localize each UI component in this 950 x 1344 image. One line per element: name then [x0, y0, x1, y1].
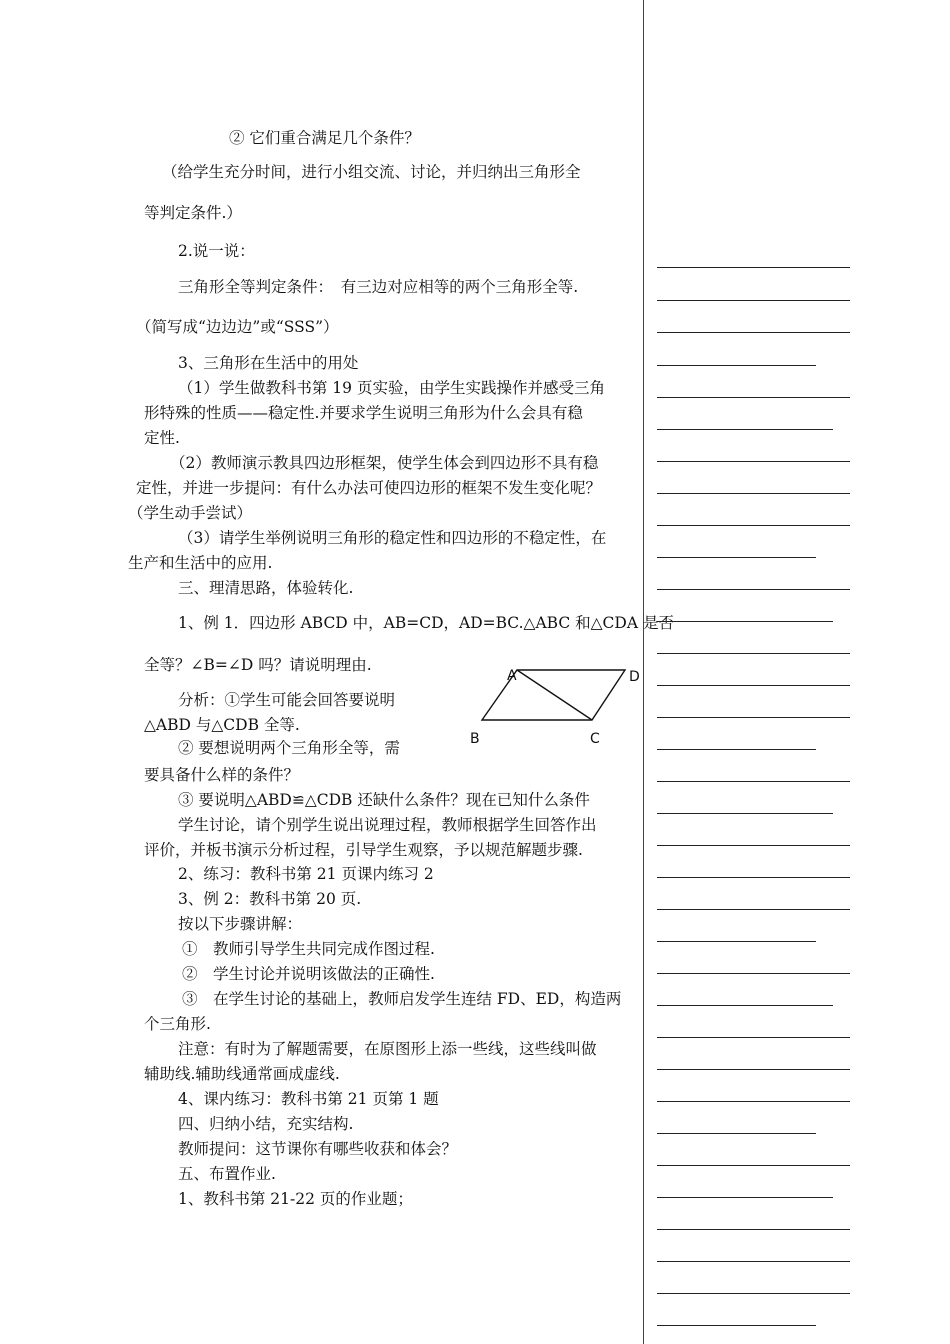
text-line: 注意：有时为了解题需要，在原图形上添一些线，这些线叫做: [178, 1040, 597, 1058]
note-rule: [657, 749, 816, 750]
text-line: 教师提问：这节课你有哪些收获和体会？: [178, 1140, 458, 1158]
vertex-label-b: B: [470, 731, 480, 747]
note-rule: [657, 781, 850, 782]
text-line: 定性，并进一步提问：有什么办法可使四边形的框架不发生变化呢？: [136, 479, 602, 497]
step-item: ③ 在学生讨论的基础上，教师启发学生连结 FD、ED，构造两: [182, 990, 622, 1008]
text-line: 个三角形.: [144, 1015, 211, 1033]
note-rule: [657, 1037, 850, 1038]
note-rule: [657, 717, 850, 718]
note-rule: [657, 1261, 850, 1262]
note-rule: [657, 1197, 833, 1198]
note-rule: [657, 1069, 850, 1070]
text-line: （学生动手尝试）: [128, 504, 253, 522]
step-item: ① 教师引导学生共同完成作图过程.: [182, 940, 435, 958]
note-rule: [657, 1325, 816, 1326]
vertex-label-c: C: [590, 731, 600, 747]
note-rule: [657, 685, 850, 686]
diagonal-ac: [517, 670, 592, 720]
text-line: 三角形全等判定条件： 有三边对应相等的两个三角形全等.: [178, 278, 579, 296]
text-line: 1、例 1．四边形 ABCD 中，AB=CD，AD=BC.△ABC 和△CDA 是否: [178, 614, 674, 632]
note-rule: [657, 267, 850, 268]
section-heading: 五、布置作业.: [178, 1165, 276, 1183]
note-rule: [657, 493, 850, 494]
note-rule: [657, 525, 850, 526]
note-rule: [657, 429, 833, 430]
text-line: 评价，并板书演示分析过程，引导学生观察，予以规范解题步骤.: [144, 841, 583, 859]
note-rule: [657, 1229, 850, 1230]
text-line: 定性.: [144, 429, 180, 447]
note-rule: [657, 1293, 850, 1294]
note-rule: [657, 397, 850, 398]
text-line: （简写成“边边边”或“SSS”）: [136, 318, 339, 336]
vertex-label-d: D: [629, 669, 640, 685]
text-line: ③ 要说明△ABD≌△CDB 还缺什么条件？现在已知什么条件: [178, 791, 590, 809]
parallelogram-figure: [465, 660, 645, 750]
text-line: 生产和生活中的应用.: [128, 554, 273, 572]
text-line: （给学生充分时间，进行小组交流、讨论，并归纳出三角形全: [162, 163, 581, 181]
note-rule: [657, 909, 850, 910]
note-rule: [657, 973, 850, 974]
note-rule: [657, 1005, 833, 1006]
note-rule: [657, 1101, 850, 1102]
note-rule: [657, 877, 850, 878]
text-line: 2.说一说：: [178, 242, 255, 260]
note-rule: [657, 557, 816, 558]
note-rule: [657, 621, 833, 622]
note-rule: [657, 1133, 816, 1134]
section-heading: 三、理清思路，体验转化.: [178, 579, 354, 597]
text-line: 辅助线.辅助线通常画成虚线.: [144, 1065, 340, 1083]
text-line: （1）学生做教科书第 19 页实验，由学生实践操作并感受三角: [178, 379, 605, 397]
note-rule: [657, 653, 850, 654]
text-line: （3）请学生举例说明三角形的稳定性和四边形的不稳定性，在: [178, 529, 607, 547]
note-rule: [657, 1165, 850, 1166]
note-rule: [657, 365, 816, 366]
text-line: △ABD 与△CDB 全等.: [144, 716, 300, 734]
section-heading: 四、归纳小结，充实结构.: [178, 1115, 354, 1133]
text-line: 全等？∠B=∠D 吗？请说明理由.: [144, 656, 372, 674]
text-line: ② 它们重合满足几个条件？: [229, 129, 420, 147]
note-rule: [657, 300, 850, 301]
text-line: 形特殊的性质——稳定性.并要求学生说明三角形为什么会具有稳: [144, 404, 583, 422]
text-line: 3、三角形在生活中的用处: [178, 354, 359, 372]
step-item: ② 学生讨论并说明该做法的正确性.: [182, 965, 435, 983]
text-line: 等判定条件.）: [144, 204, 242, 222]
text-line: 要具备什么样的条件？: [144, 766, 300, 784]
text-line: ② 要想说明两个三角形全等，需: [178, 739, 400, 757]
note-rule: [657, 589, 850, 590]
text-line: 按以下步骤讲解：: [178, 915, 303, 933]
text-line: （2）教师演示教具四边形框架，使学生体会到四边形不具有稳: [170, 454, 599, 472]
text-line: 分析：①学生可能会回答要说明: [178, 691, 396, 709]
note-rule: [657, 813, 833, 814]
text-line: 1、教科书第 21-22 页的作业题；: [178, 1190, 413, 1208]
note-rule: [657, 845, 850, 846]
note-rule: [657, 941, 816, 942]
text-line: 3、例 2：教科书第 20 页.: [178, 890, 362, 908]
text-line: 4、课内练习：教科书第 21 页第 1 题: [178, 1090, 439, 1108]
note-rule: [657, 332, 850, 333]
text-line: 学生讨论，请个别学生说出说理过程，教师根据学生回答作出: [178, 816, 597, 834]
text-line: 2、练习：教科书第 21 页课内练习 2: [178, 865, 434, 883]
vertex-label-a: A: [507, 668, 517, 684]
note-rule: [657, 461, 850, 462]
